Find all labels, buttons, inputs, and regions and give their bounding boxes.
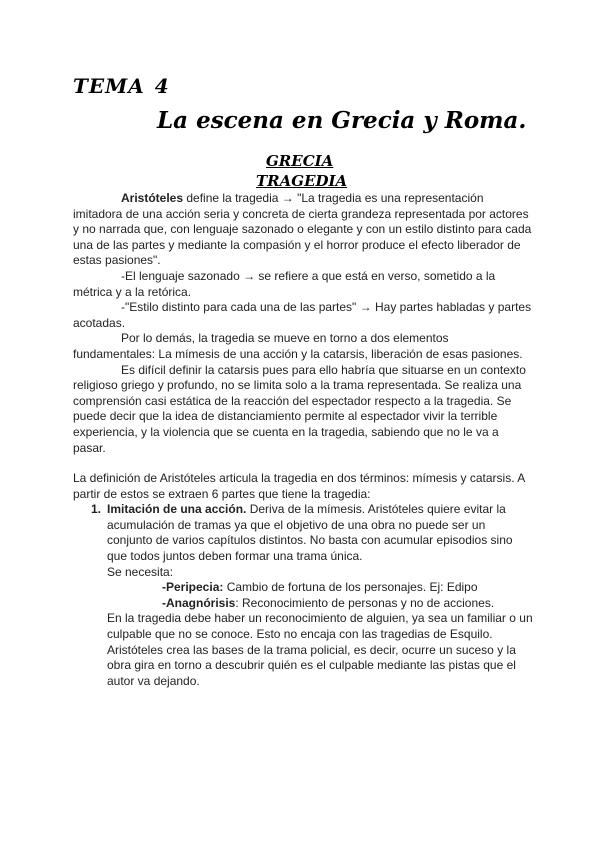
anagnorisis-line xyxy=(107,596,533,612)
paragraph-partes: La definición de Aristóteles articula la tragedia en dos términos: mímesis y catarsis. A partir de estos se extraen 6 partes que tiene la tragedia: xyxy=(73,471,525,501)
term-peripecia: -Peripecia: xyxy=(162,580,224,595)
list-item-text: Deriva de la mímesis. Aristóteles quiere evitar la acumulación de tramas ya que el objetivo de una obra no puede ser un conjunto de varios capítulos distintos. No basta con acumular episodios sino que todos juntos deben formar una trama única. xyxy=(107,502,513,564)
list-item xyxy=(91,502,533,689)
peripecia-text: Cambio de fortuna de los personajes. Ej: Edipo xyxy=(223,580,478,595)
paragraph-estilo: -"Estilo distinto para cada una de las partes" → Hay partes habladas y partes acotadas. xyxy=(73,300,532,330)
anagnorisis-text: : Reconocimiento de personas y no de acciones. xyxy=(235,595,495,610)
topic-number: 4 xyxy=(154,74,170,98)
parts-list xyxy=(73,502,533,689)
spacer xyxy=(73,456,533,471)
section-heading-grecia: GRECIA xyxy=(266,152,334,170)
peripecia-line xyxy=(107,580,533,596)
document-body xyxy=(73,191,533,689)
list-item-title: Imitación de una acción. xyxy=(107,502,247,517)
paragraph-text: define la tragedia → "La tragedia es una representación imitadora de una acción seria y concreta de cierta grandeza representada por actores y no narrada que, con lenguaje sazonado o elegante y con un estilo distinto para cada una de las partes y mediante la compasión y el horror produce el efecto liberador de estas pasiones". xyxy=(73,191,532,268)
se-necesita-label: Se necesita: xyxy=(107,564,174,579)
topic-heading xyxy=(73,74,170,98)
paragraph-definition xyxy=(73,191,533,269)
section-heading-tragedia: TRAGEDIA xyxy=(256,172,348,190)
paragraph-catarsis: Es difícil definir la catarsis pues para ello habría que situarse en un contexto religioso griego y profundo, no se limita solo a la trama representada. Se realiza una comprensión casi estática de la reacción del espectador respecto a la tragedia. Se puede decir que la idea de distanciamiento permite al espectador vivir la terrible experiencia, y la violencia que se cuenta en la tragedia, sabiendo que no le va a pasar. xyxy=(73,362,526,455)
closing-paragraph: En la tragedia debe haber un reconocimiento de alguien, ya sea un familiar o un culpable que no se conoce. Esto no encaja con las tragedias de Esquilo. Aristóteles crea las bases de la trama policial, es decir, ocurre un suceso y la obra gira en torno a descubrir quién es el culpable mediante las pistas que el autor va dejando. xyxy=(107,611,533,688)
document-title: La escena en Grecia y Roma. xyxy=(157,107,527,134)
term-aristoteles: Aristóteles xyxy=(121,191,184,205)
paragraph-lenguaje: -El lenguaje sazonado → se refiere a que está en verso, sometido a la métrica y a la retórica. xyxy=(73,268,496,299)
term-anagnorisis: -Anagnórisis xyxy=(162,595,236,610)
list-item-number: 1. xyxy=(91,502,102,517)
topic-label: TEMA xyxy=(73,74,145,98)
paragraph-elementos: Por lo demás, la tragedia se mueve en torno a dos elementos fundamentales: La mímesis de una acción y la catarsis, liberación de esas pasiones. xyxy=(73,331,523,361)
